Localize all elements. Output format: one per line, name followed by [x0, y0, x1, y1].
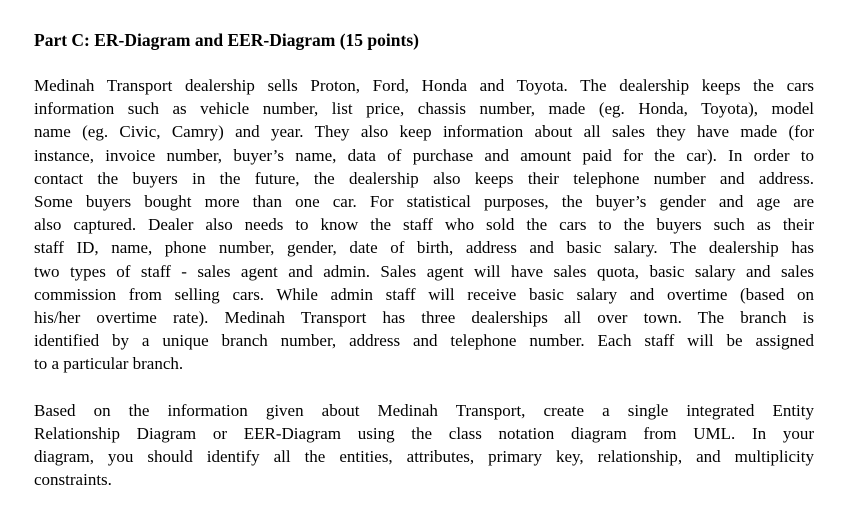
scenario-paragraph — [34, 74, 814, 376]
document-page — [34, 28, 814, 491]
paragraph-line: his/her overtime rate). Medinah Transport has three dealerships all over town. The branch is — [34, 308, 814, 328]
paragraph-line: commission from selling cars. While admin staff will receive basic salary and overtime (based on — [34, 284, 814, 304]
section-heading: Part C: ER-Diagram and EER-Diagram (15 points) — [34, 30, 419, 50]
instructions-paragraph — [34, 399, 814, 492]
paragraph-spacer — [34, 376, 814, 399]
paragraph-line: instance, invoice number, buyer’s name, data of purchase and amount paid for the car). In order to — [34, 145, 814, 165]
paragraph-line: Some buyers bought more than one car. For statistical purposes, the buyer’s gender and age are — [34, 192, 814, 212]
paragraph-line: to a particular branch. — [34, 354, 184, 374]
paragraph-line: diagram, you should identify all the entities, attributes, primary key, relationship, and multiplicity — [34, 447, 814, 467]
paragraph-line: Medinah Transport dealership sells Proton, Ford, Honda and Toyota. The dealership keeps the cars — [34, 76, 814, 95]
paragraph-line: identified by a unique branch number, address and telephone number. Each staff will be assigned — [34, 331, 814, 351]
paragraph-line: name (eg. Civic, Camry) and year. They also keep information about all sales they have made (for — [34, 122, 814, 142]
paragraph-line: two types of staff - sales agent and admin. Sales agent will have sales quota, basic salary and sales — [34, 261, 814, 281]
paragraph-line: Based on the information given about Medinah Transport, create a single integrated Entity — [34, 400, 814, 420]
paragraph-line: also captured. Dealer also needs to know the staff who sold the cars to the buyers such as their — [34, 215, 814, 235]
paragraph-line: staff ID, name, phone number, gender, date of birth, address and basic salary. The dealership has — [34, 238, 814, 258]
paragraph-line: contact the buyers in the future, the dealership also keeps their telephone number and address. — [34, 168, 814, 188]
paragraph-line: Relationship Diagram or EER-Diagram using the class notation diagram from UML. In your — [34, 423, 814, 443]
paragraph-line: information such as vehicle number, list price, chassis number, made (eg. Honda, Toyota), model — [34, 99, 814, 119]
paragraph-line: constraints. — [34, 470, 112, 490]
